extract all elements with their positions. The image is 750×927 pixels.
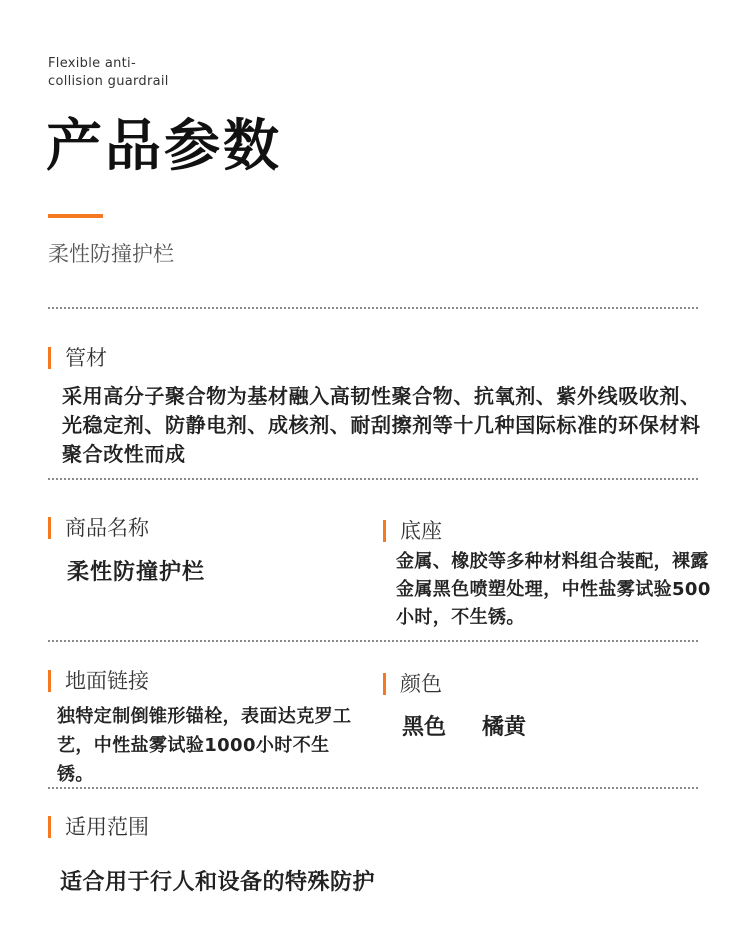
section-marker xyxy=(48,347,51,369)
section-label-scope: 适用范围 xyxy=(65,815,149,839)
base-description: 金属、橡胶等多种材料组合装配，裸露金属黑色喷塑处理，中性盐雾试验500小时，不生锈。 xyxy=(396,551,711,628)
page-title: 产品参数 xyxy=(46,114,282,179)
color-value-orange: 橘黄 xyxy=(482,715,527,740)
product-name-value: 柔性防撞护栏 xyxy=(67,560,206,585)
section-marker xyxy=(48,517,51,539)
section-label-pipe: 管材 xyxy=(65,346,107,370)
color-values xyxy=(402,713,526,743)
section-header-product-name xyxy=(48,514,149,542)
section-header-scope xyxy=(48,813,149,841)
title-accent-bar xyxy=(48,214,103,218)
english-title-line-1: Flexible anti- xyxy=(48,56,136,71)
divider xyxy=(48,787,698,789)
section-marker xyxy=(48,670,51,692)
section-marker xyxy=(383,673,386,695)
section-label-base: 底座 xyxy=(400,519,442,543)
section-label-ground-link: 地面链接 xyxy=(65,669,149,693)
page-subtitle: 柔性防撞护栏 xyxy=(48,242,174,266)
section-label-product-name: 商品名称 xyxy=(65,516,149,540)
section-header-base xyxy=(383,517,442,545)
section-marker xyxy=(48,816,51,838)
section-header-color xyxy=(383,670,442,698)
ground-link-description: 独特定制倒锥形锚栓，表面达克罗工艺，中性盐雾试验1000小时不生锈。 xyxy=(57,706,352,785)
section-marker xyxy=(383,520,386,542)
section-header-pipe xyxy=(48,344,107,372)
color-value-black: 黑色 xyxy=(402,715,447,740)
pipe-description: 采用高分子聚合物为基材融入高韧性聚合物、抗氧剂、紫外线吸收剂、光稳定剂、防静电剂、成核剂、耐刮擦剂等十几种国际标准的环保材料聚合改性而成 xyxy=(62,384,701,466)
english-title xyxy=(48,55,228,91)
section-label-color: 颜色 xyxy=(400,672,442,696)
divider xyxy=(48,478,698,480)
english-title-line-2: collision guardrail xyxy=(48,74,169,89)
divider xyxy=(48,640,698,642)
scope-description: 适合用于行人和设备的特殊防护 xyxy=(60,870,376,895)
divider xyxy=(48,307,698,309)
section-header-ground-link xyxy=(48,667,149,695)
